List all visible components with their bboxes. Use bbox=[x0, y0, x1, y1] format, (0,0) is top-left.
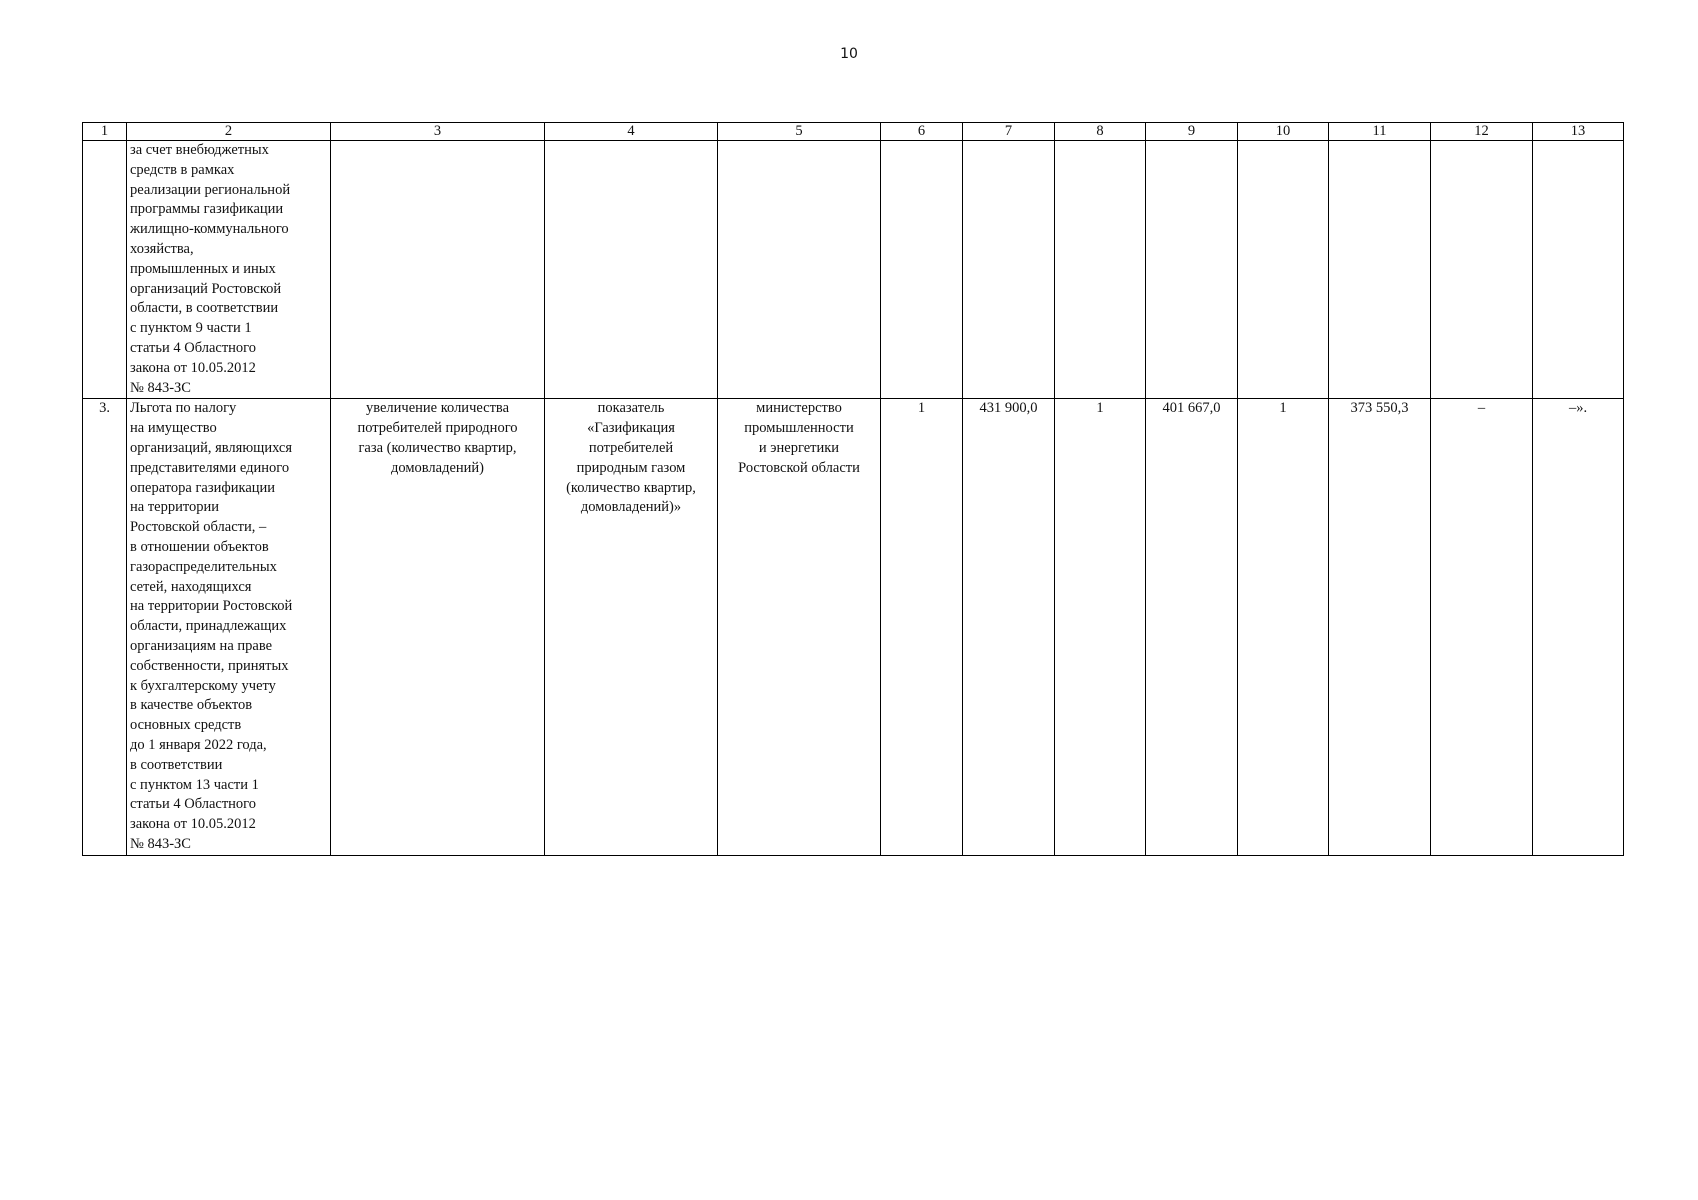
column-number-cell: 9 bbox=[1146, 123, 1238, 141]
value-cell-6: 1 bbox=[881, 399, 963, 855]
value-cell-8 bbox=[1055, 141, 1146, 399]
ministry-cell: министерство промышленности и энергетики Ростовской области bbox=[718, 399, 881, 855]
indicator-cell: показатель «Газификация потребителей природным газом (количество квартир, домовладений)» bbox=[545, 399, 718, 855]
value-cell-8: 1 bbox=[1055, 399, 1146, 855]
column-number-cell: 3 bbox=[331, 123, 545, 141]
goal-cell: увеличение количества потребителей природного газа (количество квартир, домовладений) bbox=[331, 399, 545, 855]
budget-table bbox=[82, 122, 1624, 856]
value-cell-6 bbox=[881, 141, 963, 399]
page-number: 10 bbox=[840, 46, 858, 62]
ministry-cell bbox=[718, 141, 881, 399]
value-cell-7 bbox=[963, 141, 1055, 399]
value-cell-10: 1 bbox=[1238, 399, 1329, 855]
row-number-cell bbox=[83, 141, 127, 399]
column-number-cell: 8 bbox=[1055, 123, 1146, 141]
column-number-cell: 6 bbox=[881, 123, 963, 141]
value-cell-11 bbox=[1329, 141, 1431, 399]
column-number-cell: 5 bbox=[718, 123, 881, 141]
row-number-cell: 3. bbox=[83, 399, 127, 855]
column-number-cell: 2 bbox=[127, 123, 331, 141]
column-number-cell: 13 bbox=[1533, 123, 1624, 141]
value-cell-12 bbox=[1431, 141, 1533, 399]
column-number-cell: 12 bbox=[1431, 123, 1533, 141]
column-number-row bbox=[83, 123, 1624, 141]
column-number-cell: 1 bbox=[83, 123, 127, 141]
value-cell-7: 431 900,0 bbox=[963, 399, 1055, 855]
column-number-cell: 11 bbox=[1329, 123, 1431, 141]
column-number-cell: 4 bbox=[545, 123, 718, 141]
benefit-name-cell: за счет внебюджетных средств в рамках реализации региональной программы газификации жилищно-коммунального хозяйства, промышленных и иных организаций Ростовской области, в соответствии с пунктом 9 части 1 статьи 4 Областного закона от 10.05.2012 № 843-ЗС bbox=[127, 141, 331, 399]
column-number-cell: 7 bbox=[963, 123, 1055, 141]
value-cell-9: 401 667,0 bbox=[1146, 399, 1238, 855]
value-cell-11: 373 550,3 bbox=[1329, 399, 1431, 855]
benefit-name-cell: Льгота по налогу на имущество организаций, являющихся представителями единого оператора газификации на территории Ростовской области, – в отношении объектов газораспределительных сетей, находящихся на территории Ростовской области, принадлежащих организациям на праве собственности, принятых к бухгалтерскому учету в качестве объектов основных средств до 1 января 2022 года, в соответствии с пунктом 13 части 1 статьи 4 Областного закона от 10.05.2012 № 843-ЗС bbox=[127, 399, 331, 855]
value-cell-13: –». bbox=[1533, 399, 1624, 855]
value-cell-12: – bbox=[1431, 399, 1533, 855]
goal-cell bbox=[331, 141, 545, 399]
value-cell-13 bbox=[1533, 141, 1624, 399]
table-row bbox=[83, 141, 1624, 399]
indicator-cell bbox=[545, 141, 718, 399]
table-row bbox=[83, 399, 1624, 855]
value-cell-10 bbox=[1238, 141, 1329, 399]
value-cell-9 bbox=[1146, 141, 1238, 399]
column-number-cell: 10 bbox=[1238, 123, 1329, 141]
